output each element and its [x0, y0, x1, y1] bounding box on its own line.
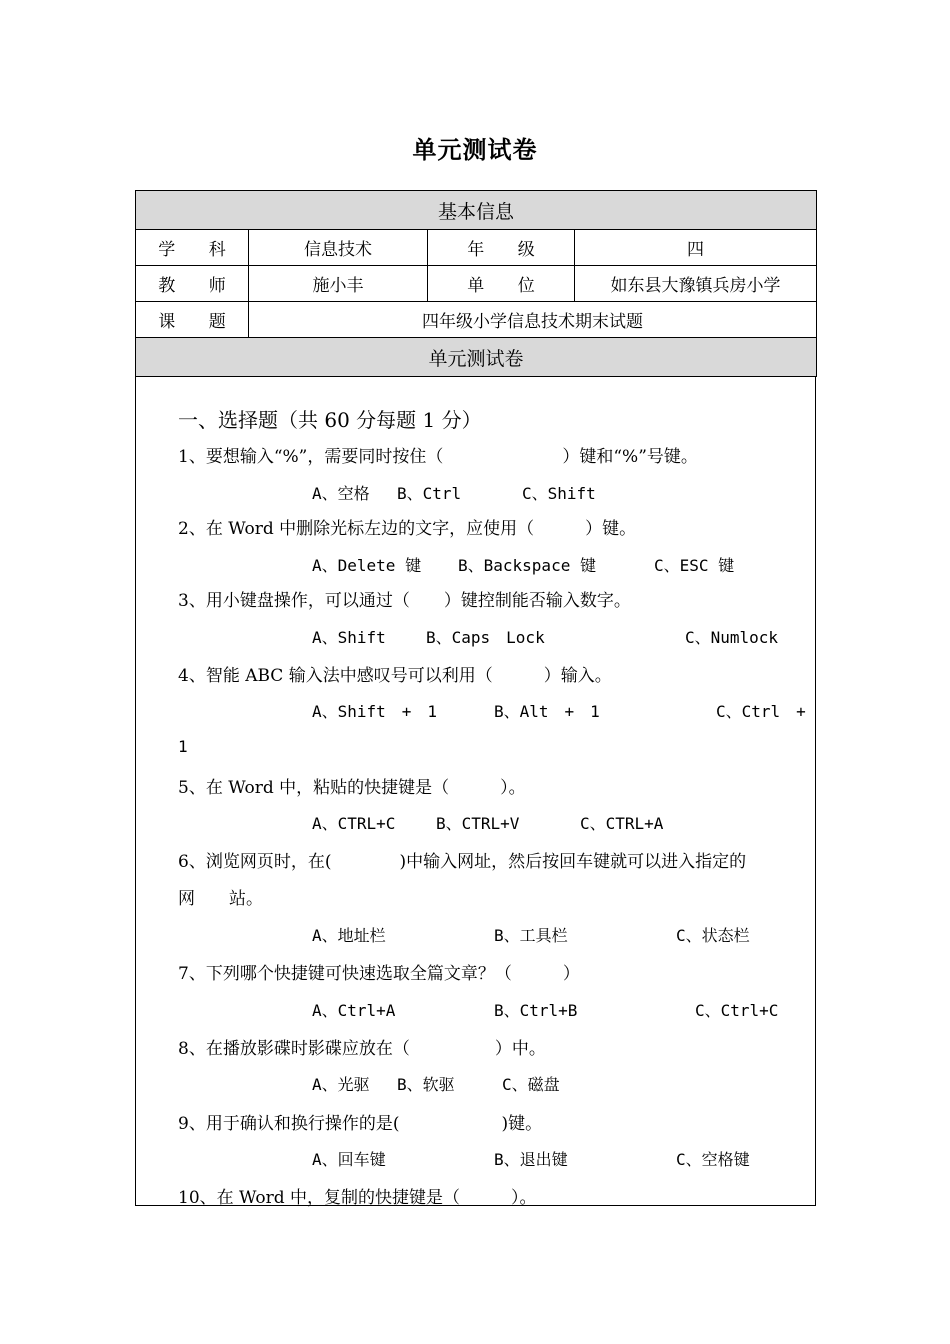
unit-value: 如东县大豫镇兵房小学	[575, 266, 817, 302]
option-c: C、Numlock	[685, 628, 779, 647]
question-stem: 3、用小键盘操作，可以通过（ ）键控制能否输入数字。	[178, 591, 631, 611]
option-b: B、Ctrl+B	[494, 1001, 578, 1020]
option-c: C、空格键	[676, 1150, 750, 1169]
option-b: B、CTRL+V	[436, 814, 520, 833]
option-c: C、Shift	[522, 484, 596, 503]
option-a: A、Ctrl+A	[312, 1001, 396, 1020]
option-c: C、CTRL+A	[580, 814, 664, 833]
topic-label: 课 题	[136, 302, 249, 338]
option-a: A、Shift	[312, 628, 386, 647]
question-stem: 9、用于确认和换行操作的是( )键。	[178, 1114, 543, 1134]
option-a: A、回车键	[312, 1150, 386, 1169]
question-stem: 7、下列哪个快捷键可快速选取全篇文章？（ ）	[178, 964, 580, 984]
option-a: A、光驱	[312, 1075, 370, 1094]
question-stem: 2、在 Word 中删除光标左边的文字，应使用（ ）键。	[178, 519, 637, 539]
grade-label: 年 级	[428, 230, 575, 266]
basic-info-header: 基本信息	[136, 191, 817, 230]
option-c: C、状态栏	[676, 926, 750, 945]
topic-value: 四年级小学信息技术期末试题	[249, 302, 817, 338]
grade-value: 四	[575, 230, 817, 266]
unit-label: 单 位	[428, 266, 575, 302]
unit-test-header: 单元测试卷	[136, 338, 817, 377]
option-a: A、Delete 键	[312, 556, 422, 575]
option-c-wrap: 1	[178, 737, 188, 756]
option-b: B、退出键	[494, 1150, 568, 1169]
option-b: B、Ctrl	[397, 484, 462, 503]
option-b: B、工具栏	[494, 926, 568, 945]
option-c: C、Ctrl +	[716, 702, 806, 721]
option-c: C、ESC 键	[654, 556, 735, 575]
page-title: 单元测试卷	[412, 136, 538, 164]
teacher-value: 施小丰	[249, 266, 428, 302]
option-b: B、软驱	[397, 1075, 455, 1094]
option-c: C、Ctrl+C	[695, 1001, 779, 1020]
option-a: A、空格	[312, 484, 370, 503]
question-stem: 6、浏览网页时，在( )中输入网址，然后按回车键就可以进入指定的	[178, 852, 747, 872]
question-stem: 8、在播放影碟时影碟应放在（ ）中。	[178, 1039, 546, 1059]
option-b: B、Backspace 键	[458, 556, 596, 575]
option-a: A、CTRL+C	[312, 814, 396, 833]
subject-value: 信息技术	[249, 230, 428, 266]
question-stem: 1、要想输入“%”，需要同时按住（ ）键和“%”号键。	[178, 447, 698, 467]
question-stem: 10、在 Word 中，复制的快捷键是（ ）。	[178, 1188, 537, 1208]
section-title: 一、选择题（共 60 分每题 1 分）	[178, 408, 482, 432]
question-stem: 5、在 Word 中，粘贴的快捷键是（ ）。	[178, 778, 526, 798]
option-a: A、Shift + 1	[312, 702, 438, 721]
option-b: B、Caps Lock	[426, 628, 545, 647]
option-b: B、Alt + 1	[494, 702, 600, 721]
basic-info-table	[135, 190, 817, 377]
option-a: A、地址栏	[312, 926, 386, 945]
subject-label: 学 科	[136, 230, 249, 266]
question-stem-wrap: 网 站。	[178, 889, 263, 909]
question-stem: 4、智能 ABC 输入法中感叹号可以利用（ ）输入。	[178, 666, 612, 686]
teacher-label: 教 师	[136, 266, 249, 302]
option-c: C、磁盘	[502, 1075, 560, 1094]
